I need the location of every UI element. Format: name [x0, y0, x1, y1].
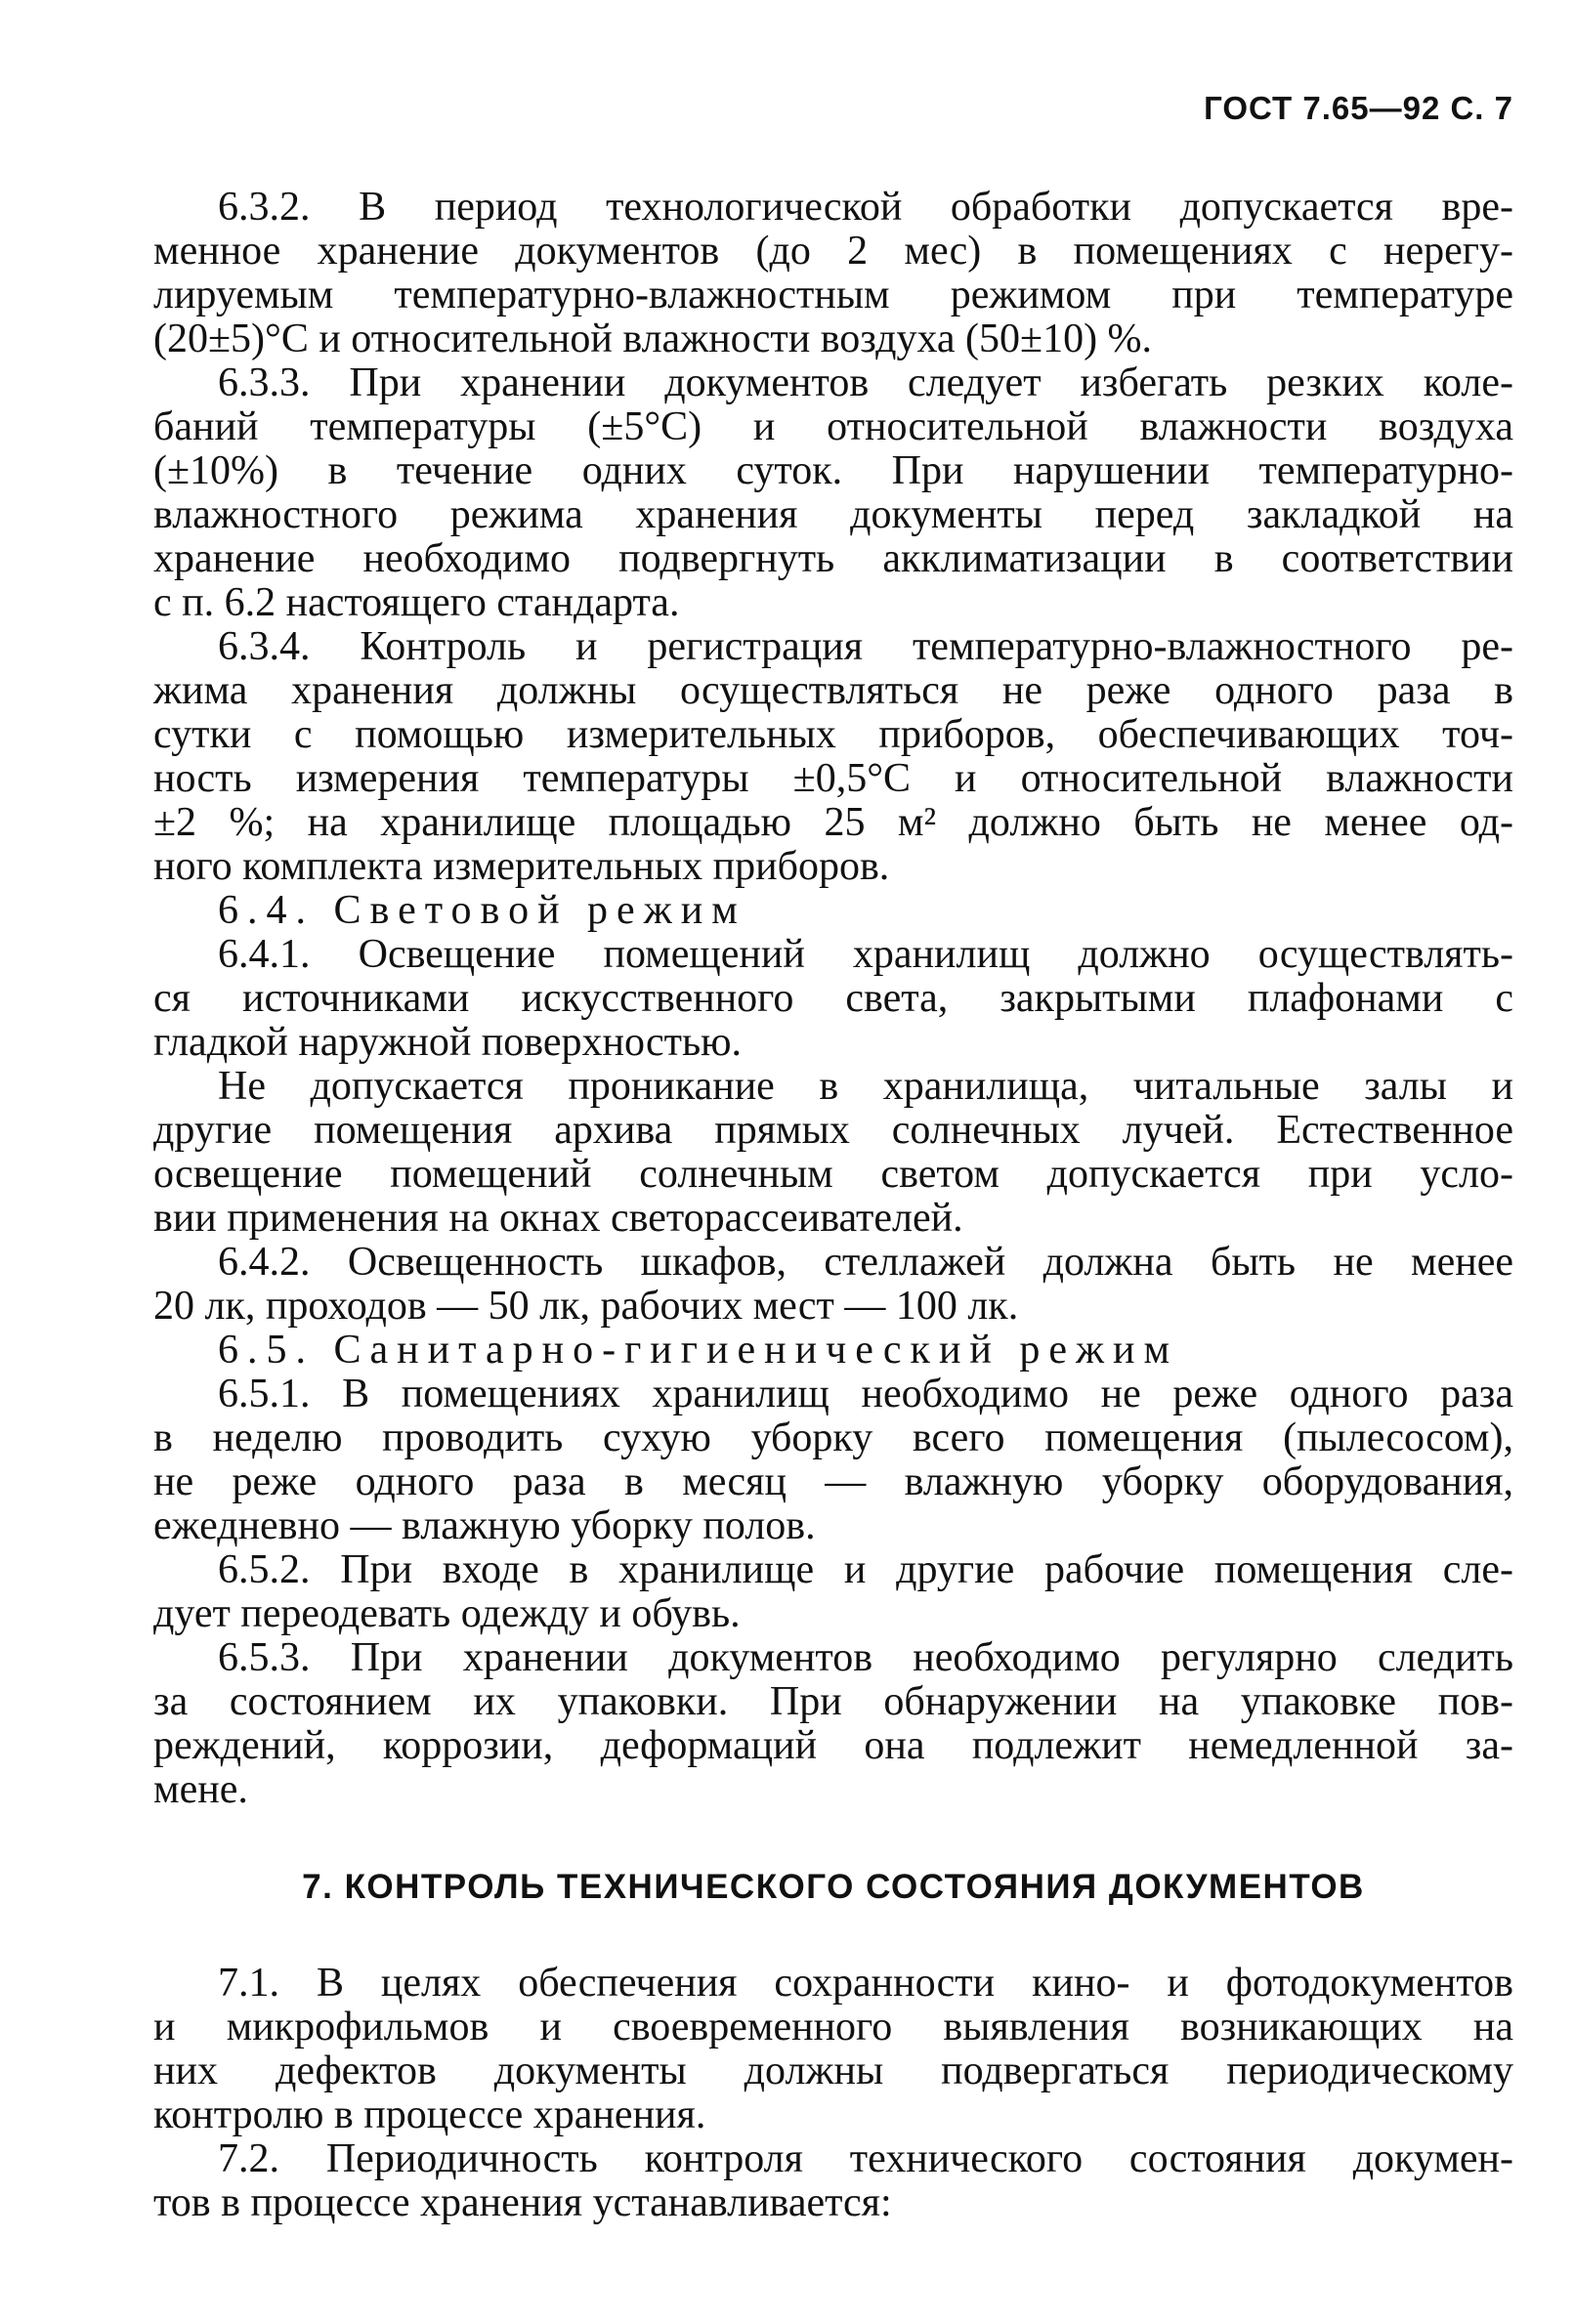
text-line: другие помещения архива прямых солнечных лучей. Естественное — [153, 1108, 1513, 1153]
text-line: в неделю проводить сухую уборку всего помещения (пылесосом), — [153, 1416, 1513, 1460]
text-line: 6.4.2. Освещенность шкафов, стеллажей должна быть не менее — [218, 1240, 1513, 1285]
text-line: 6.5.2. При входе в хранилище и другие рабочие помещения сле- — [218, 1547, 1513, 1592]
text-line: жима хранения должны осуществляться не реже одного раза в — [153, 668, 1513, 713]
text-line: 7.1. В целях обеспечения сохранности кино- и фотодокументов — [218, 1961, 1513, 2006]
text-line: не реже одного раза в месяц — влажную уборку оборудования, — [153, 1459, 1513, 1504]
text-line: гладкой наружной поверхностью. — [153, 1020, 743, 1065]
text-line: баний температуры (±5°С) и относительной влажности воздуха — [153, 404, 1513, 449]
text-line: мене. — [153, 1767, 248, 1812]
text-line: ежедневно — влажную уборку полов. — [153, 1503, 816, 1548]
text-line: за состоянием их упаковки. При обнаружении на упаковке пов- — [153, 1679, 1513, 1724]
text-line: ся источниками искусственного света, закрытыми плафонами с — [153, 976, 1513, 1021]
text-line: реждений, коррозии, деформаций она подлежит немедленной за- — [153, 1723, 1513, 1768]
text-line: (±10%) в течение одних суток. При нарушении температурно- — [153, 448, 1513, 493]
text-line: контролю в процессе хранения. — [153, 2092, 706, 2137]
text-line: Не допускается проникание в хранилища, читальные залы и — [218, 1064, 1513, 1109]
text-line: 6.5.3. При хранении документов необходимо регулярно следить — [218, 1635, 1513, 1680]
text-line: и микрофильмов и своевременного выявления возникающих на — [153, 2005, 1513, 2049]
text-line: лируемым температурно-влажностным режимом при температуре — [153, 273, 1513, 317]
text-line: (20±5)°С и относительной влажности воздуха (50±10) %. — [153, 317, 1153, 361]
text-line: ность измерения температуры ±0,5°С и относительной влажности — [153, 756, 1513, 801]
text-line: освещение помещений солнечным светом допускается при усло- — [153, 1152, 1513, 1197]
text-line: хранение необходимо подвергнуть акклиматизации в соответствии — [153, 536, 1513, 581]
text-line: ±2 %; на хранилище площадью 25 м² должно быть не менее од- — [153, 800, 1513, 845]
section-heading: 6.5. Санитарно-гигиенический режим — [218, 1328, 1179, 1373]
text-line: 6.5.1. В помещениях хранилищ необходимо не реже одного раза — [218, 1372, 1513, 1416]
text-line: 6.3.4. Контроль и регистрация температурно-влажностного ре- — [218, 624, 1513, 669]
page-header: ГОСТ 7.65—92 С. 7 — [1204, 90, 1513, 126]
text-line: 6.3.2. В период технологической обработки допускается вре- — [218, 185, 1513, 230]
chapter-heading: 7. КОНТРОЛЬ ТЕХНИЧЕСКОГО СОСТОЯНИЯ ДОКУМЕНТОВ — [302, 1868, 1365, 1906]
text-line: менное хранение документов (до 2 мес) в помещениях с нерегу- — [153, 229, 1513, 274]
text-line: тов в процессе хранения устанавливается: — [153, 2180, 892, 2225]
text-line: ного комплекта измерительных приборов. — [153, 844, 890, 889]
text-line: с п. 6.2 настоящего стандарта. — [153, 580, 680, 625]
text-line: них дефектов документы должны подвергаться периодическому — [153, 2049, 1513, 2093]
text-line: 6.4.1. Освещение помещений хранилищ должно осуществлять- — [218, 932, 1513, 977]
text-line: 6.3.3. При хранении документов следует избегать резких коле- — [218, 360, 1513, 405]
text-line: дует переодевать одежду и обувь. — [153, 1591, 741, 1636]
text-line: 7.2. Периодичность контроля технического состояния докумен- — [218, 2136, 1513, 2181]
section-heading: 6.4. Световой режим — [218, 888, 746, 933]
text-line: 20 лк, проходов — 50 лк, рабочих мест — 100 лк. — [153, 1284, 1019, 1329]
document-body — [153, 186, 1513, 2225]
text-line: вии применения на окнах светорассеивателей. — [153, 1196, 963, 1241]
text-line: влажностного режима хранения документы перед закладкой на — [153, 492, 1513, 537]
text-line: сутки с помощью измерительных приборов, обеспечивающих точ- — [153, 712, 1513, 757]
